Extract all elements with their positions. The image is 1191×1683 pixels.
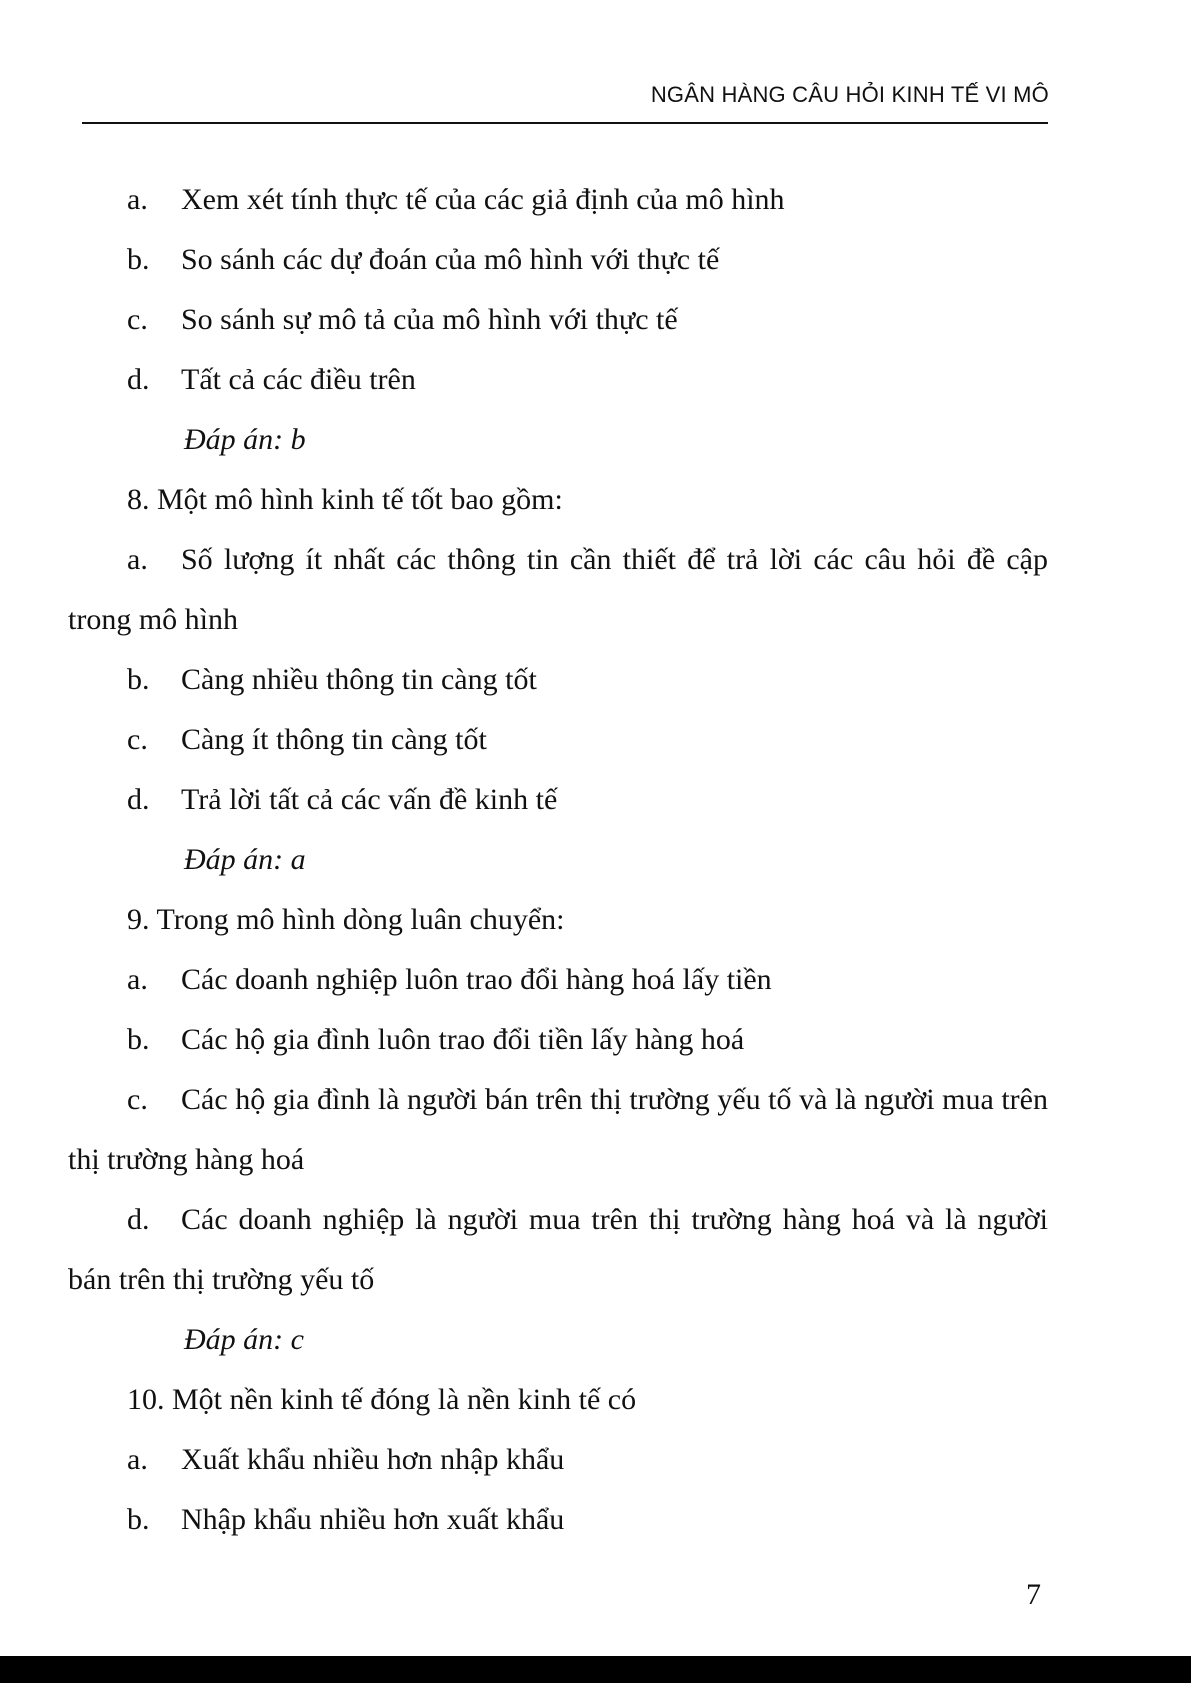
option-label: b. (127, 243, 150, 276)
option-label: d. (127, 363, 150, 396)
option-text: Càng nhiều thông tin càng tốt (181, 663, 537, 696)
option-text: So sánh các dự đoán của mô hình với thực tế (181, 243, 720, 276)
option-text: Số lượng ít nhất các thông tin cần thiết để trả lời các câu hỏi đề cập trong mô hình (68, 543, 1048, 636)
page-body (68, 170, 1048, 1550)
option-text: Xuất khẩu nhiều hơn nhập khẩu (181, 1443, 565, 1476)
q8-question: 8. Một mô hình kinh tế tốt bao gồm: (127, 483, 563, 516)
option-label: c. (127, 303, 148, 336)
running-head: NGÂN HÀNG CÂU HỎI KINH TẾ VI MÔ (650, 82, 1049, 107)
option-text: Các hộ gia đình là người bán trên thị trường yếu tố và là người mua trên thị trường hàng hoá (68, 1083, 1048, 1176)
option-text: So sánh sự mô tả của mô hình với thực tế (181, 303, 678, 336)
option-text: Nhập khẩu nhiều hơn xuất khẩu (181, 1503, 565, 1536)
q10-option-b (68, 1490, 1048, 1550)
q9-option-a (68, 950, 1048, 1010)
option-label: d. (127, 1203, 150, 1236)
q9-option-b (68, 1010, 1048, 1070)
option-text: Tất cả các điều trên (181, 363, 416, 396)
q9-question: 9. Trong mô hình dòng luân chuyển: (127, 903, 565, 936)
q7-answer: Đáp án: b (184, 423, 306, 456)
q8-option-a (68, 530, 1048, 650)
option-label: c. (127, 1083, 148, 1116)
q9-option-d (68, 1190, 1048, 1310)
q7-option-a (68, 170, 1048, 230)
option-label: a. (127, 963, 148, 996)
option-label: c. (127, 723, 148, 756)
header-rule (82, 122, 1048, 124)
q7-option-c (68, 290, 1048, 350)
option-text: Các hộ gia đình luôn trao đổi tiền lấy hàng hoá (181, 1023, 745, 1056)
q8-option-d (68, 770, 1048, 830)
scan-bottom-edge (0, 1656, 1191, 1683)
q10-question: 10. Một nền kinh tế đóng là nền kinh tế có (127, 1383, 637, 1416)
option-text: Các doanh nghiệp là người mua trên thị trường hàng hoá và là người bán trên thị trường yếu tố (68, 1203, 1048, 1296)
option-label: a. (127, 543, 148, 576)
q10-option-a (68, 1430, 1048, 1490)
option-text: Các doanh nghiệp luôn trao đổi hàng hoá lấy tiền (181, 963, 772, 996)
q8-option-c (68, 710, 1048, 770)
q7-option-d (68, 350, 1048, 410)
option-label: b. (127, 663, 150, 696)
option-text: Trả lời tất cả các vấn đề kinh tế (181, 783, 558, 816)
option-text: Càng ít thông tin càng tốt (181, 723, 487, 756)
option-label: b. (127, 1023, 150, 1056)
option-label: a. (127, 183, 148, 216)
q7-option-b (68, 230, 1048, 290)
q8-answer: Đáp án: a (184, 843, 306, 876)
q8-option-b (68, 650, 1048, 710)
option-label: a. (127, 1443, 148, 1476)
option-label: d. (127, 783, 150, 816)
q9-option-c (68, 1070, 1048, 1190)
page-number: 7 (1026, 1578, 1041, 1611)
q9-answer: Đáp án: c (184, 1323, 304, 1356)
option-label: b. (127, 1503, 150, 1536)
option-text: Xem xét tính thực tế của các giả định của mô hình (181, 183, 785, 216)
